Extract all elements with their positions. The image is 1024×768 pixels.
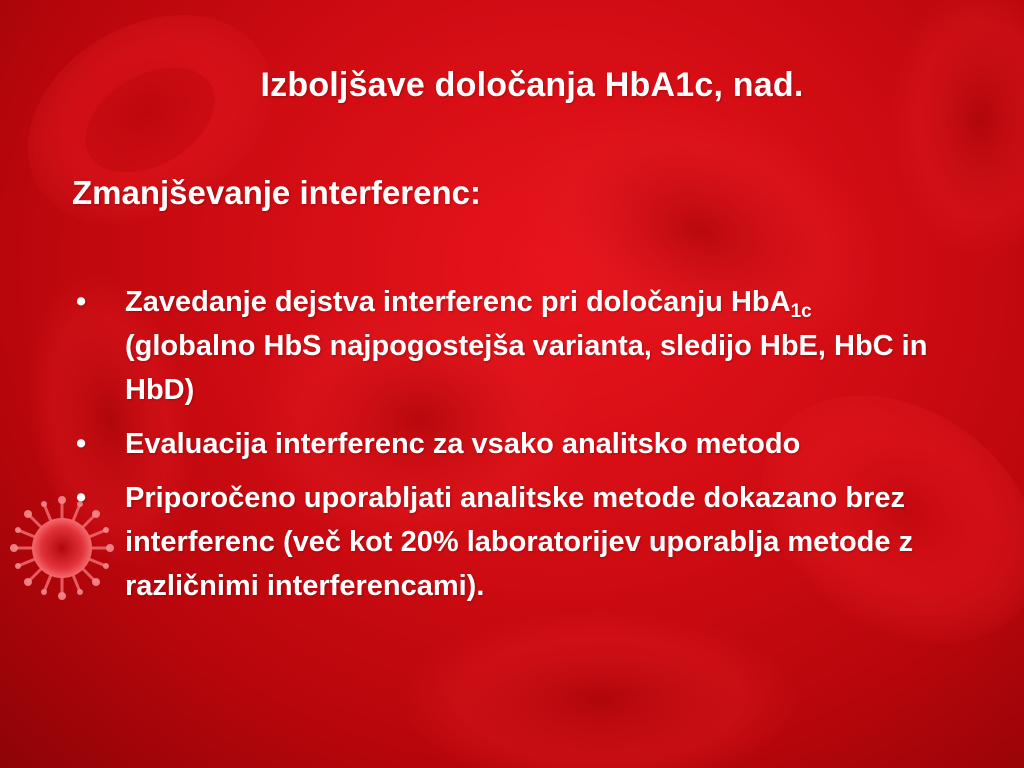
bullet-text: Evaluacija interferenc za vsako analitsko metodo xyxy=(125,428,801,460)
bullet-text: Zavedanje dejstva interferenc pri določanju HbA xyxy=(125,286,791,318)
bullet-icon: • xyxy=(76,428,87,460)
bullet-subscript: 1c xyxy=(790,301,812,322)
bullet-item xyxy=(72,476,972,608)
bullet-icon: • xyxy=(76,482,87,514)
bullet-icon: • xyxy=(76,286,87,318)
slide-subtitle: Zmanjševanje interferenc: xyxy=(72,174,481,211)
slide-title: Izboljšave določanja HbA1c, nad. xyxy=(260,66,804,104)
bullet-text-continued: (globalno HbS najpogostejša varianta, sledijo HbE, HbC in HbD) xyxy=(125,330,928,406)
bullet-list xyxy=(72,280,972,618)
bullet-item xyxy=(72,422,972,466)
bullet-text: Priporočeno uporabljati analitske metode dokazano brez interferenc (več kot 20% laboratorijev uporablja metode z različnimi interferencami). xyxy=(125,482,914,602)
bullet-item xyxy=(72,280,972,412)
